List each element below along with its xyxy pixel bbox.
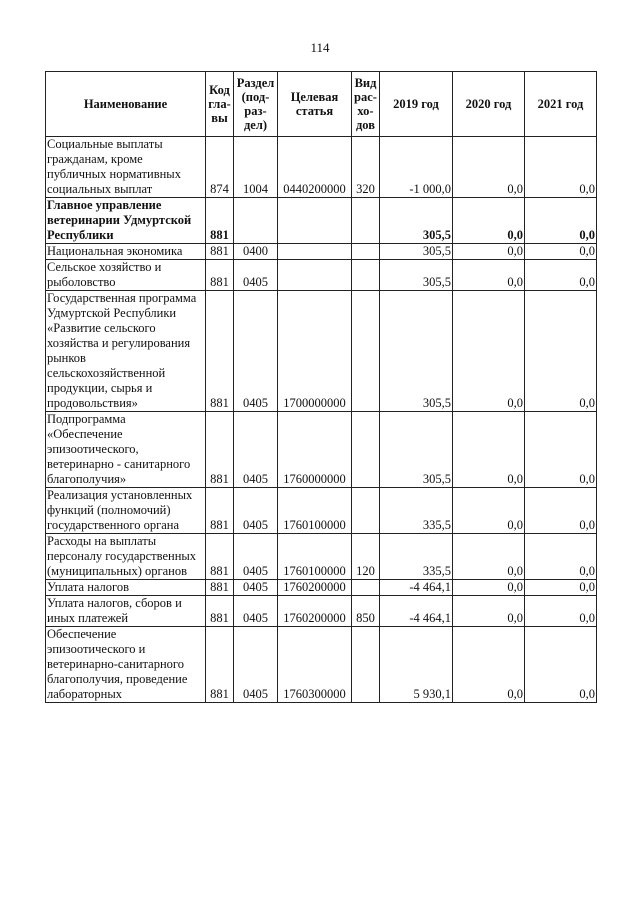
row-value-2019: -4 464,1 — [380, 596, 453, 627]
header-name: Наименование — [46, 72, 206, 137]
table-row — [46, 198, 597, 244]
row-chapter-code: 881 — [206, 198, 234, 244]
row-section: 0405 — [234, 291, 278, 412]
row-section: 0405 — [234, 627, 278, 703]
page-number: 114 — [310, 40, 330, 55]
row-chapter-code: 881 — [206, 412, 234, 488]
row-chapter-code: 881 — [206, 488, 234, 534]
row-name: Сельское хозяйство и рыболовство — [46, 260, 206, 291]
row-value-2021: 0,0 — [525, 534, 597, 580]
row-target-article: 0440200000 — [278, 137, 352, 198]
header-expense-type: Вид рас- хо- дов — [352, 72, 380, 137]
row-section: 0405 — [234, 534, 278, 580]
row-section — [234, 198, 278, 244]
table-row — [46, 291, 597, 412]
row-value-2019: 305,5 — [380, 260, 453, 291]
row-value-2019: 305,5 — [380, 291, 453, 412]
row-chapter-code: 881 — [206, 627, 234, 703]
row-expense-type — [352, 260, 380, 291]
header-2019: 2019 год — [380, 72, 453, 137]
row-value-2020: 0,0 — [453, 244, 525, 260]
row-section: 0405 — [234, 488, 278, 534]
row-value-2019: 5 930,1 — [380, 627, 453, 703]
row-expense-type — [352, 627, 380, 703]
row-target-article: 1760100000 — [278, 534, 352, 580]
row-value-2021: 0,0 — [525, 137, 597, 198]
row-expense-type: 120 — [352, 534, 380, 580]
row-target-article: 1760200000 — [278, 580, 352, 596]
row-value-2021: 0,0 — [525, 627, 597, 703]
row-chapter-code: 881 — [206, 596, 234, 627]
row-value-2021: 0,0 — [525, 580, 597, 596]
row-expense-type — [352, 488, 380, 534]
table-row — [46, 260, 597, 291]
row-name: Обеспечение эпизоотического и ветеринарно-санитарного благополучия, проведение лабораторных — [46, 627, 206, 703]
row-target-article: 1700000000 — [278, 291, 352, 412]
row-value-2021: 0,0 — [525, 291, 597, 412]
table-row — [46, 412, 597, 488]
row-name: Национальная экономика — [46, 244, 206, 260]
row-target-article: 1760100000 — [278, 488, 352, 534]
row-chapter-code: 881 — [206, 291, 234, 412]
row-value-2021: 0,0 — [525, 198, 597, 244]
row-value-2020: 0,0 — [453, 627, 525, 703]
row-name: Расходы на выплаты персоналу государственных (муниципальных) органов — [46, 534, 206, 580]
row-expense-type — [352, 198, 380, 244]
table-row — [46, 580, 597, 596]
row-chapter-code: 881 — [206, 534, 234, 580]
row-section: 0405 — [234, 596, 278, 627]
row-value-2021: 0,0 — [525, 244, 597, 260]
row-value-2020: 0,0 — [453, 137, 525, 198]
row-name: Государственная программа Удмуртской Республики «Развитие сельского хозяйства и регулирования рынков сельскохозяйственной продукции, сырья и продовольствия» — [46, 291, 206, 412]
row-value-2020: 0,0 — [453, 291, 525, 412]
row-expense-type — [352, 580, 380, 596]
table-row — [46, 488, 597, 534]
row-value-2019: -1 000,0 — [380, 137, 453, 198]
row-value-2019: 335,5 — [380, 534, 453, 580]
row-expense-type — [352, 291, 380, 412]
table-row — [46, 137, 597, 198]
row-value-2020: 0,0 — [453, 198, 525, 244]
row-chapter-code: 881 — [206, 580, 234, 596]
row-section: 0405 — [234, 412, 278, 488]
row-expense-type — [352, 244, 380, 260]
row-name: Главное управление ветеринарии Удмуртской Республики — [46, 198, 206, 244]
table-row — [46, 534, 597, 580]
row-target-article — [278, 198, 352, 244]
row-expense-type: 320 — [352, 137, 380, 198]
row-target-article: 1760200000 — [278, 596, 352, 627]
row-target-article — [278, 244, 352, 260]
row-section: 0405 — [234, 260, 278, 291]
row-target-article: 1760000000 — [278, 412, 352, 488]
table-header-row — [46, 72, 597, 137]
table-row — [46, 596, 597, 627]
row-value-2020: 0,0 — [453, 580, 525, 596]
row-chapter-code: 881 — [206, 260, 234, 291]
header-2021: 2021 год — [525, 72, 597, 137]
header-section: Раздел (под- раз- дел) — [234, 72, 278, 137]
row-target-article: 1760300000 — [278, 627, 352, 703]
row-value-2021: 0,0 — [525, 488, 597, 534]
header-target: Целевая статья — [278, 72, 352, 137]
row-expense-type — [352, 412, 380, 488]
row-name: Реализация установленных функций (полномочий) государственного органа — [46, 488, 206, 534]
row-value-2019: 305,5 — [380, 244, 453, 260]
row-value-2020: 0,0 — [453, 596, 525, 627]
row-section: 1004 — [234, 137, 278, 198]
budget-table — [45, 71, 597, 703]
row-name: Уплата налогов, сборов и иных платежей — [46, 596, 206, 627]
row-section: 0400 — [234, 244, 278, 260]
row-section: 0405 — [234, 580, 278, 596]
row-value-2020: 0,0 — [453, 412, 525, 488]
row-value-2019: 305,5 — [380, 412, 453, 488]
row-value-2021: 0,0 — [525, 596, 597, 627]
row-value-2021: 0,0 — [525, 260, 597, 291]
table-row — [46, 627, 597, 703]
row-value-2019: 335,5 — [380, 488, 453, 534]
row-target-article — [278, 260, 352, 291]
row-chapter-code: 874 — [206, 137, 234, 198]
table-row — [46, 244, 597, 260]
row-expense-type: 850 — [352, 596, 380, 627]
row-name: Уплата налогов — [46, 580, 206, 596]
row-value-2020: 0,0 — [453, 534, 525, 580]
row-name: Подпрограмма «Обеспечение эпизоотического, ветеринарно - санитарного благополучия» — [46, 412, 206, 488]
row-chapter-code: 881 — [206, 244, 234, 260]
row-value-2020: 0,0 — [453, 488, 525, 534]
row-value-2019: -4 464,1 — [380, 580, 453, 596]
row-value-2019: 305,5 — [380, 198, 453, 244]
row-value-2020: 0,0 — [453, 260, 525, 291]
header-code: Код гла- вы — [206, 72, 234, 137]
row-name: Социальные выплаты гражданам, кроме публичных нормативных социальных выплат — [46, 137, 206, 198]
header-2020: 2020 год — [453, 72, 525, 137]
row-value-2021: 0,0 — [525, 412, 597, 488]
